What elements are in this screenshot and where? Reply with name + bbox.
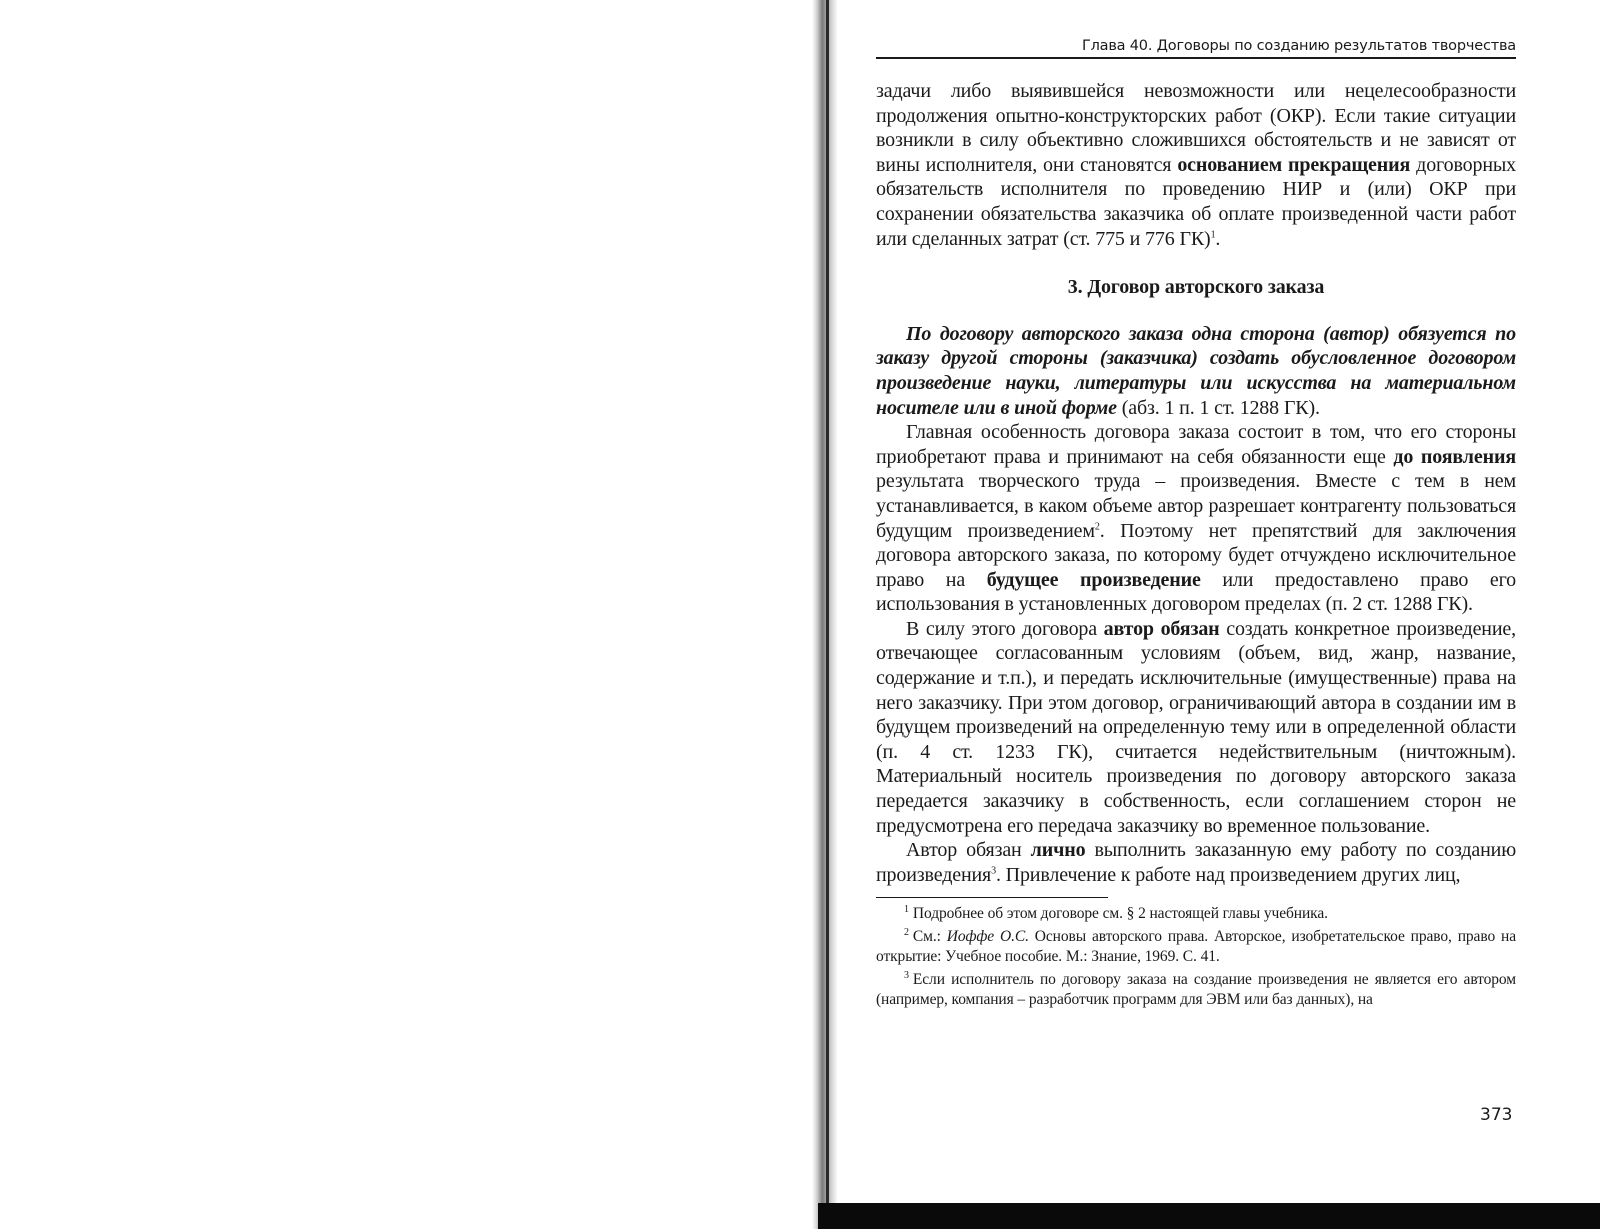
book-spine-shadow [812, 0, 838, 1229]
running-head: Глава 40. Договоры по созданию результатов творчества [876, 38, 1516, 59]
scan-bottom-edge [818, 1203, 1600, 1229]
footnote-2: $^2$ См.: Иоффе О.С. Основы авторского права. Авторское, изобретательское право, право на открытие: Учебное пособие. М.: Знание, 1969. С. 41. [876, 926, 1516, 966]
paragraph-3: Главная особенность договора заказа состоит в том, что его стороны приобретают права и принимают на себя обязанности еще до появления результата творческого труда – произведения. Вместе с тем в нем устанавливается, в каком объеме автор разрешает контрагенту пользоваться будущим произведением$^2$. Поэтому нет препятствий для заключения договора авторского заказа, по которому будет отчуждено исключительное право на будущее произведение или предоставлено право его использования в установленных договором пределах (п. 2 ст. 1288 ГК). [876, 421, 1516, 616]
bold-term: будущее произведение [986, 568, 1201, 591]
bold-term: основанием прекращения [1177, 153, 1411, 176]
paragraph-5: Автор обязан лично выполнить заказанную ему работу по созданию произведения$^3$. Привлечение к работе над произведением других лиц, [876, 839, 1516, 886]
page-number: 373 [1480, 1105, 1513, 1125]
bold-term: лично [1030, 839, 1086, 862]
footnote-ref: 3 [991, 865, 996, 877]
book-page [876, 38, 1516, 1013]
footnote-ref: 2 [1094, 520, 1100, 532]
body-text [876, 79, 1516, 887]
footnote-divider [876, 897, 1108, 898]
footnote-3: $^3$ Если исполнитель по договору заказа на создание произведения не является его автором (например, компания – разработчик программ для ЭВМ или баз данных), на [876, 969, 1516, 1009]
bold-term: до появления [1393, 445, 1516, 468]
footnote-ref: 1 [1210, 228, 1216, 240]
bold-term: автор обязан [1103, 617, 1220, 640]
footnotes [876, 904, 1516, 1011]
definition-text: По договору авторского заказа одна сторона (автор) обязуется по заказу другой стороны (заказчика) создать обусловленное договором произведение науки, литературы или искусства на материальном носителе или в иной форме [876, 322, 1516, 419]
author-name: Иоффе О.С. [946, 927, 1029, 945]
footnote-1: $^1$ Подробнее об этом договоре см. § 2 настоящей главы учебника. [904, 904, 1328, 923]
book-spine-line [826, 0, 829, 1229]
section-title: 3. Договор авторского заказа [1067, 276, 1325, 299]
paragraph-definition: По договору авторского заказа одна сторона (автор) обязуется по заказу другой стороны (заказчика) создать обусловленное договором произведение науки, литературы или искусства на материальном носителе или в иной форме (абз. 1 п. 1 ст. 1288 ГК). [876, 322, 1516, 419]
paragraph-4: В силу этого договора автор обязан создать конкретное произведение, отвечающее согласованным условиям (объем, вид, жанр, название, содержание и т.п.), и передать исключительные (имущественные) права на него заказчику. При этом договор, ограничивающий автора в создании им в будущем произведений на определенную тему или в определенной области (п. 4 ст. 1233 ГК), считается недействительным (ничтожным). Материальный носитель произведения по договору авторского заказа передается заказчику в собственность, если соглашением сторон не предусмотрена его передача заказчику во временное пользование. [876, 617, 1516, 837]
paragraph-1: задачи либо выявившейся невозможности или нецелесообразности продолжения опытно-конструкторских работ (ОКР). Если такие ситуации возникли в силу объективно сложившихся обстоятельств и не зависят от вины исполнителя, они становятся основанием прекращения договорных обязательств исполнителя по проведению НИР и (или) ОКР при сохранении обязательства заказчика об оплате произведенной части работ или сделанных затрат (ст. 775 и 776 ГК)$^1$. [876, 80, 1517, 250]
